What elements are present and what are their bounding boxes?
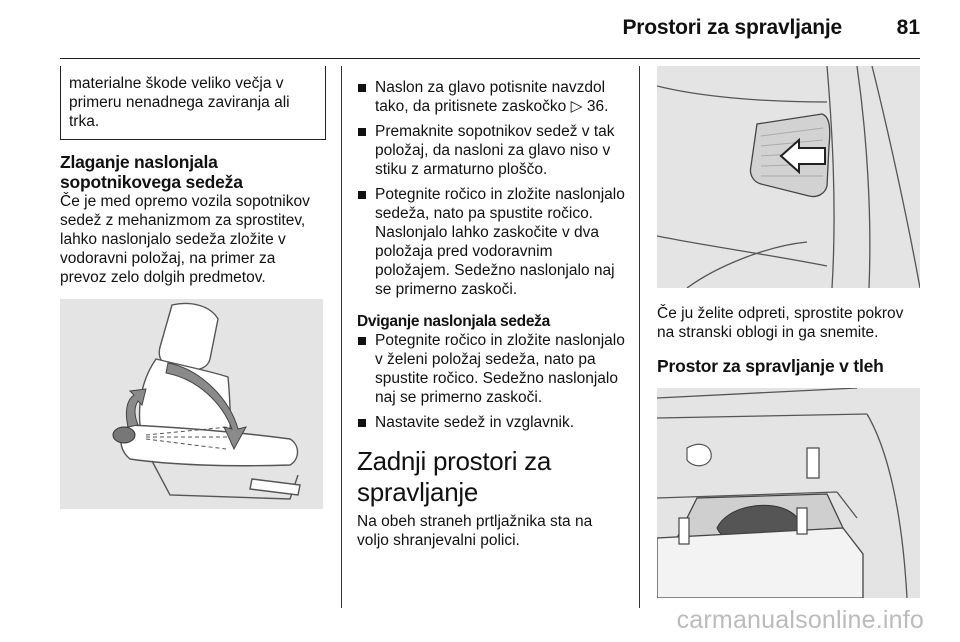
- list-item: Premaknite sopotnikov sedež v tak položaj, da nasloni za glavo niso v stiku z armaturno ploščo.: [357, 122, 627, 179]
- section-heading-fold-seat: Zlaganje naslonjala sopotnikovega sedeža: [60, 152, 243, 192]
- bullet-icon: [358, 419, 366, 427]
- list-item: Potegnite ročico in zložite naslonjalo sedeža, nato pa spustite ročico. Naslonjalo lahko zaskočite v dva položaja pred vodoravnim položajem. Sedežno naslonjalo naj se primerno zaskoči.: [357, 185, 627, 299]
- list-item: Nastavite sedež in vzglavnik.: [357, 413, 627, 432]
- fold-seat-paragraph: Če je med opremo vozila sopotnikov sedež z mehanizmom za sprostitev, lahko naslonjalo sedeža zložite v vodoravni položaj, na primer za prevoz zelo dolgih predmetov.: [60, 193, 310, 286]
- seat-drawing: [60, 299, 323, 509]
- side-panel-drawing: [657, 66, 920, 288]
- header-divider: [60, 58, 920, 59]
- side-storage-illustration: [657, 66, 920, 288]
- floor-compartment-drawing: [657, 388, 920, 598]
- middle-column: [357, 78, 627, 550]
- bullet-icon: [358, 84, 366, 92]
- page-title: Prostori za spravljanje: [622, 16, 842, 39]
- section-heading-rear-storage: Zadnji prostori za spravljanje: [357, 446, 552, 507]
- instruction-list-2: [357, 331, 627, 432]
- seat-illustration: [60, 299, 323, 509]
- instruction-list: [357, 78, 627, 299]
- floor-storage-illustration: [657, 388, 920, 598]
- section-heading-floor-storage: Prostor za spravljanje v tleh: [657, 356, 884, 376]
- bullet-icon: [358, 128, 366, 136]
- list-item: Naslon za glavo potisnite navzdol tako, da pritisnete zaskočko ▷ 36.: [357, 78, 627, 116]
- list-item: Potegnite ročico in zložite naslonjalo v želeni položaj sedeža, nato pa spustite ročico. Sedežno naslonjalo naj se primerno zaskoči.: [357, 331, 627, 407]
- arrow-ref-icon: ▷: [570, 98, 583, 115]
- warning-box: [60, 66, 326, 140]
- column-divider-2: [639, 66, 640, 608]
- column-divider-1: [341, 66, 342, 608]
- right-column: [657, 66, 920, 598]
- left-column: [60, 66, 326, 509]
- bullet-icon: [358, 191, 366, 199]
- side-storage-paragraph: Če ju želite odpreti, sprostite pokrov na stranski oblogi in ga snemite.: [657, 305, 904, 341]
- subheading-raise-seat: Dviganje naslonjala sedeža: [357, 313, 550, 330]
- warning-text: materialne škode veliko večja v primeru nenadnega zaviranja ali trka.: [69, 75, 290, 130]
- bullet-icon: [358, 337, 366, 345]
- page-number: 81: [896, 16, 920, 39]
- page-reference-link[interactable]: 36.: [586, 98, 609, 115]
- watermark-text: carmanualsonline.info: [676, 606, 924, 634]
- rear-storage-paragraph: Na obeh straneh prtljažnika sta na voljo shranjevalni polici.: [357, 513, 593, 549]
